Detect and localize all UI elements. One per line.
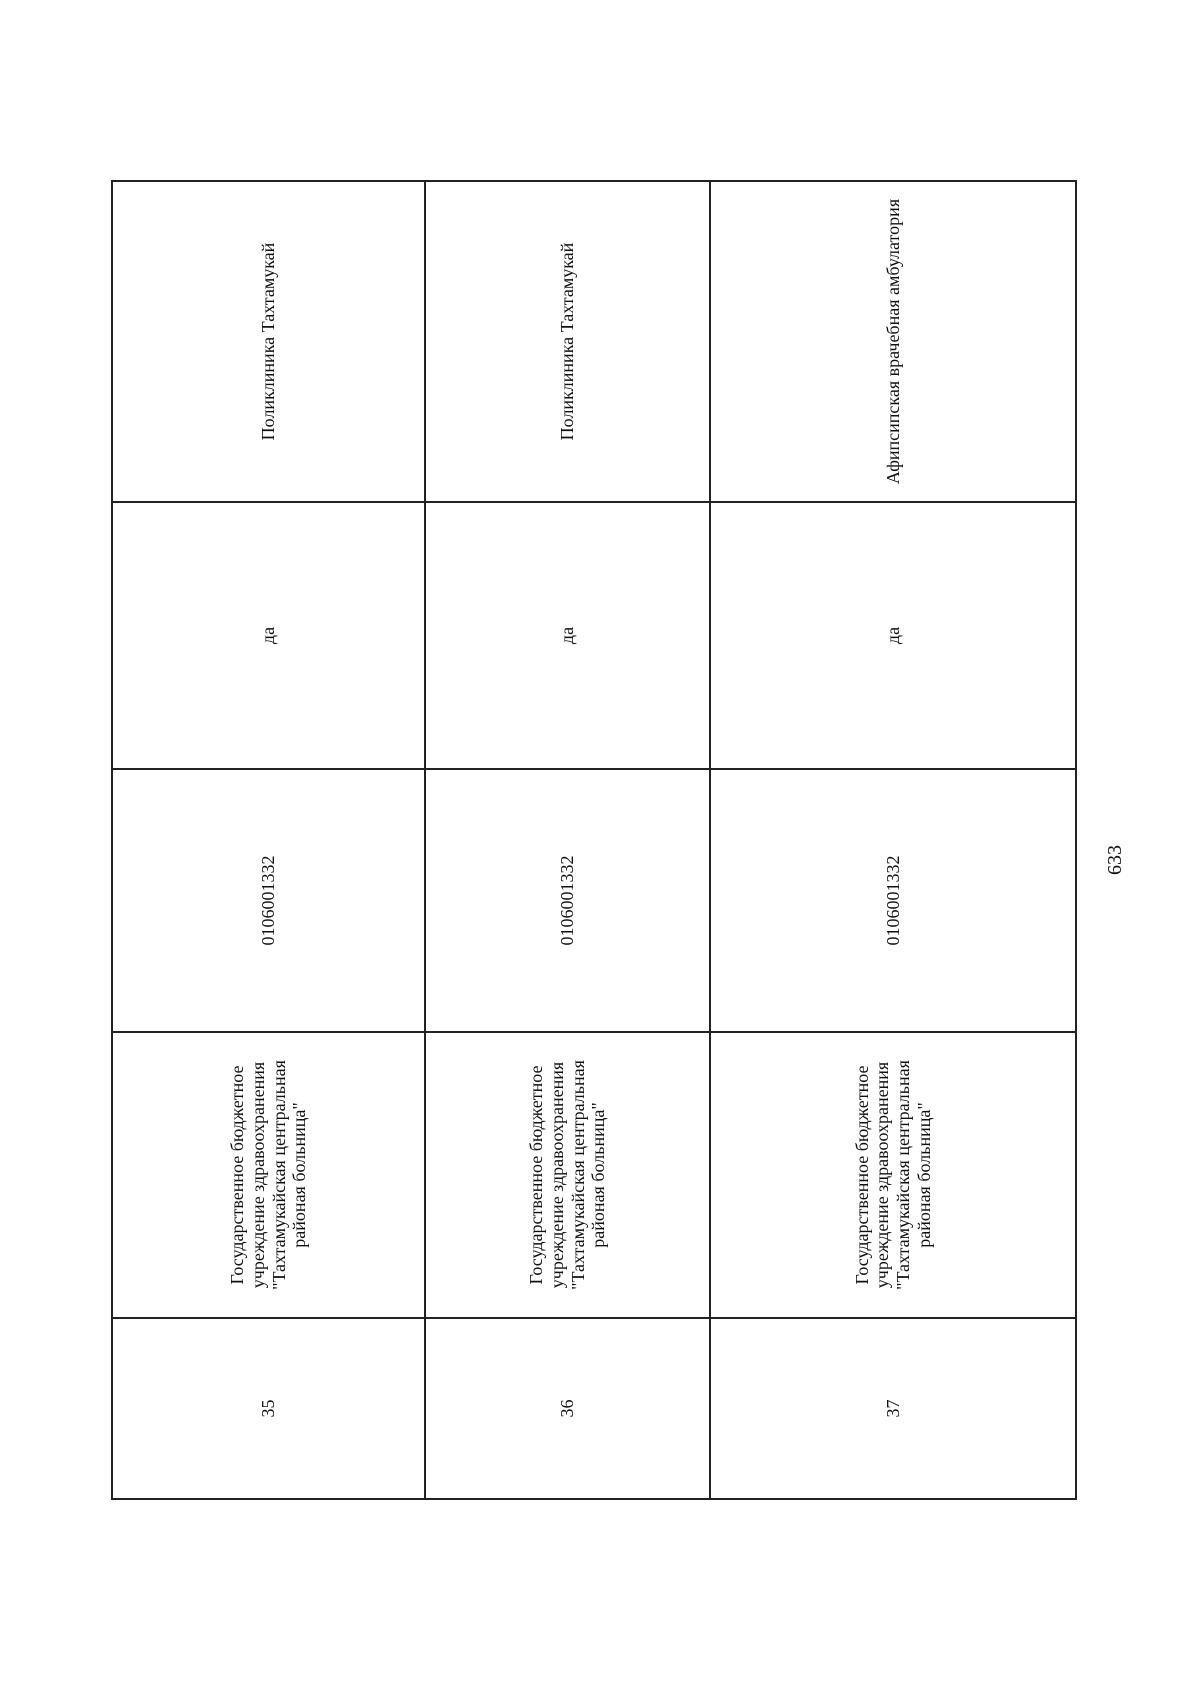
- place-cell: Поликлиника Тахтамукай: [112, 181, 425, 502]
- table-row: [425, 181, 710, 1499]
- table-row: [710, 181, 1076, 1499]
- row-number-cell: 37: [710, 1318, 1076, 1499]
- page-number: 633: [1104, 845, 1126, 875]
- row-number-cell: 36: [425, 1318, 710, 1499]
- organization-cell: Государственное бюджетное учреждение здравоохранения "Тахтамукайская центральная районая больница": [710, 1032, 1076, 1318]
- row-number-cell: 35: [112, 1318, 425, 1499]
- table-row: [112, 181, 425, 1499]
- flag-cell: да: [112, 502, 425, 769]
- inn-cell: 0106001332: [112, 769, 425, 1032]
- inn-cell: 0106001332: [425, 769, 710, 1032]
- inn-cell: 0106001332: [710, 769, 1076, 1032]
- place-cell: Поликлиника Тахтамукай: [425, 181, 710, 502]
- organization-cell: Государственное бюджетное учреждение здравоохранения "Тахтамукайская центральная районая больница": [112, 1032, 425, 1318]
- flag-cell: да: [425, 502, 710, 769]
- place-cell: Афипсипская врачебная амбулатория: [710, 181, 1076, 502]
- flag-cell: да: [710, 502, 1076, 769]
- organization-cell: Государственное бюджетное учреждение здравоохранения "Тахтамукайская центральная районая больница": [425, 1032, 710, 1318]
- rotated-table-container: [111, 182, 1075, 1500]
- institutions-table: [111, 180, 1077, 1500]
